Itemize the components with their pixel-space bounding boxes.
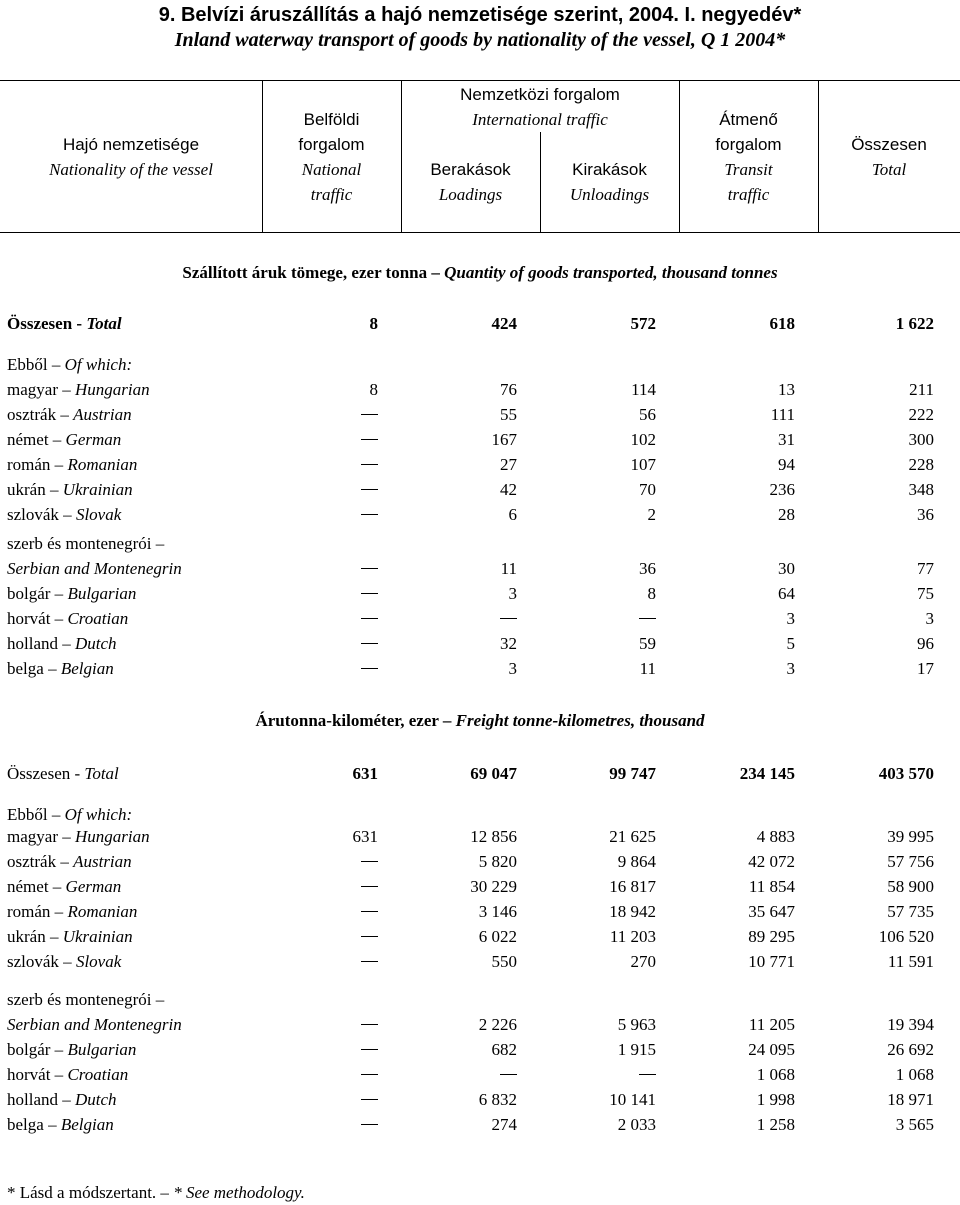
row-label-hu: osztrák – xyxy=(7,405,69,424)
row-label xyxy=(7,559,182,579)
row-label xyxy=(7,1040,136,1060)
dash-mark xyxy=(361,1074,378,1075)
table-cell: 5 820 xyxy=(478,852,517,871)
total-cell: 424 xyxy=(491,314,517,333)
section-title-en: Freight tonne-kilometres, thousand xyxy=(455,711,705,730)
table-row xyxy=(0,827,960,852)
table-cell: 1 068 xyxy=(756,1065,795,1084)
dash-mark xyxy=(361,464,378,465)
dash-cell xyxy=(361,1115,378,1135)
header-loadings-hu: Berakások xyxy=(430,160,511,179)
table-cell: 32 xyxy=(500,634,517,653)
of-which-label xyxy=(7,805,132,825)
dash-mark xyxy=(361,489,378,490)
row-label-hu: ukrán – xyxy=(7,927,59,946)
row-label-hu: holland – xyxy=(7,634,71,653)
table-cell: 6 022 xyxy=(478,927,517,946)
table-cell: 6 832 xyxy=(478,1090,517,1109)
dash-cell xyxy=(361,1040,378,1060)
header-national-en1: National xyxy=(301,160,362,179)
header-top-rule xyxy=(0,80,960,81)
row-label-hu: horvát – xyxy=(7,1065,64,1084)
total-label-en: Total xyxy=(86,314,122,333)
row-label-hu: román – xyxy=(7,902,64,921)
row-label-en: Hungarian xyxy=(74,380,150,399)
dash-mark xyxy=(361,643,378,644)
table-cell: 76 xyxy=(500,380,517,399)
total-cell: 1 622 xyxy=(895,314,934,333)
table-cell: 31 xyxy=(778,430,795,449)
row-label-en: Romanian xyxy=(67,455,138,474)
total-label-hu: Összesen - xyxy=(7,314,83,333)
header-national-hu1: Belföldi xyxy=(303,110,360,129)
table-cell: 11 854 xyxy=(748,877,795,896)
table-row xyxy=(0,877,960,902)
dash-mark xyxy=(361,514,378,515)
dash-cell xyxy=(361,852,378,872)
header-total-en: Total xyxy=(871,160,907,179)
table-cell: 19 394 xyxy=(887,1015,934,1034)
table-cell: 9 864 xyxy=(617,852,656,871)
row-label xyxy=(7,609,128,629)
table-cell: 42 072 xyxy=(748,852,795,871)
dash-mark xyxy=(361,886,378,887)
table-cell: 3 xyxy=(508,659,517,678)
row-label-en: Croatian xyxy=(67,1065,129,1084)
dash-mark xyxy=(361,668,378,669)
total-cell: 8 xyxy=(369,314,378,333)
row-label-hu: bolgár – xyxy=(7,1040,64,1059)
header-international-hu: Nemzetközi forgalom xyxy=(460,85,620,104)
dash-cell xyxy=(361,1090,378,1110)
table-cell: 94 xyxy=(778,455,795,474)
dash-cell xyxy=(361,1015,378,1035)
table-cell: 3 565 xyxy=(895,1115,934,1134)
row-label xyxy=(7,990,164,1010)
table-cell: 3 xyxy=(925,609,934,628)
table-cell: 2 226 xyxy=(478,1015,517,1034)
dash-cell xyxy=(361,455,378,475)
row-label xyxy=(7,1115,114,1135)
row-label-en: Ukrainian xyxy=(62,480,133,499)
table-cell: 236 xyxy=(769,480,795,499)
table-cell: 18 971 xyxy=(887,1090,934,1109)
dash-cell xyxy=(361,430,378,450)
section-title-hu: Árutonna-kilométer, ezer – xyxy=(255,711,452,730)
table-row xyxy=(0,634,960,659)
table-row xyxy=(0,1015,960,1040)
table-cell: 550 xyxy=(491,952,517,971)
row-label-hu: horvát – xyxy=(7,609,64,628)
header-nationality-hu: Hajó nemzetisége xyxy=(62,135,200,154)
row-label-en: Serbian and Montenegrin xyxy=(7,1015,182,1034)
table-cell: 36 xyxy=(917,505,934,524)
table-cell: 77 xyxy=(917,559,934,578)
table-row xyxy=(0,480,960,505)
table-cell: 30 229 xyxy=(470,877,517,896)
row-label-hu: német – xyxy=(7,877,62,896)
table-cell: 16 817 xyxy=(609,877,656,896)
table-cell: 11 591 xyxy=(887,952,934,971)
dash-mark xyxy=(361,936,378,937)
table-cell: 106 520 xyxy=(878,927,934,946)
dash-cell xyxy=(361,609,378,629)
dash-cell xyxy=(361,1065,378,1085)
row-label xyxy=(7,405,132,425)
header-international xyxy=(401,82,679,132)
row-label xyxy=(7,827,150,847)
row-label-en: Austrian xyxy=(73,852,132,871)
row-label-en: Romanian xyxy=(67,902,138,921)
total-row xyxy=(0,314,960,339)
table-cell: 27 xyxy=(500,455,517,474)
dash-cell xyxy=(361,659,378,679)
row-label-hu: holland – xyxy=(7,1090,71,1109)
dash-cell xyxy=(361,902,378,922)
row-label-en: Bulgarian xyxy=(67,1040,137,1059)
row-label-hu: szlovák – xyxy=(7,952,72,971)
table-row xyxy=(0,609,960,634)
header-unloadings-en: Unloadings xyxy=(569,185,650,204)
header-unloadings xyxy=(540,157,679,207)
section-title-tonne-km xyxy=(0,711,960,731)
table-cell: 21 625 xyxy=(609,827,656,846)
table-cell: 36 xyxy=(639,559,656,578)
table-row xyxy=(0,505,960,530)
table-cell: 28 xyxy=(778,505,795,524)
dash-cell xyxy=(361,634,378,654)
row-label xyxy=(7,927,133,947)
row-label-en: Austrian xyxy=(73,405,132,424)
dash-cell xyxy=(361,405,378,425)
table-cell: 3 146 xyxy=(478,902,517,921)
table-cell: 56 xyxy=(639,405,656,424)
dash-mark xyxy=(639,618,656,619)
table-cell: 58 900 xyxy=(887,877,934,896)
total-cell: 572 xyxy=(630,314,656,333)
header-loadings-en: Loadings xyxy=(438,185,503,204)
of-which-en: Of which: xyxy=(64,355,133,374)
row-label-hu: belga – xyxy=(7,659,57,678)
table-cell: 30 xyxy=(778,559,795,578)
row-label xyxy=(7,455,137,475)
row-label-en: Croatian xyxy=(67,609,129,628)
header-transit-hu1: Átmenő xyxy=(719,110,778,129)
row-label xyxy=(7,480,133,500)
row-label-en: Hungarian xyxy=(74,827,150,846)
row-label xyxy=(7,430,121,450)
header-total-hu: Összesen xyxy=(851,135,927,154)
row-label xyxy=(7,952,121,972)
table-cell: 17 xyxy=(917,659,934,678)
table-row xyxy=(0,559,960,584)
total-cell: 99 747 xyxy=(609,764,656,783)
total-label xyxy=(7,314,122,334)
dash-cell xyxy=(361,505,378,525)
dash-cell xyxy=(639,1065,656,1085)
table-cell: 8 xyxy=(647,584,656,603)
dash-mark xyxy=(361,961,378,962)
row-label-hu: bolgár – xyxy=(7,584,64,603)
table-cell: 70 xyxy=(639,480,656,499)
table-row xyxy=(0,1065,960,1090)
page-subtitle: Inland waterway transport of goods by nationality of the vessel, Q 1 2004* xyxy=(174,29,786,51)
table-cell: 348 xyxy=(908,480,934,499)
dash-cell xyxy=(361,559,378,579)
row-label xyxy=(7,1065,128,1085)
row-label-en: Bulgarian xyxy=(67,584,137,603)
table-row xyxy=(0,430,960,455)
row-label xyxy=(7,584,136,604)
table-cell: 10 141 xyxy=(609,1090,656,1109)
header-nationality-en: Nationality of the vessel xyxy=(49,160,213,179)
dash-mark xyxy=(500,618,517,619)
dash-cell xyxy=(500,1065,517,1085)
table-cell: 13 xyxy=(778,380,795,399)
header-international-en: International traffic xyxy=(472,110,608,129)
table-row xyxy=(0,405,960,430)
table-cell: 10 771 xyxy=(748,952,795,971)
table-cell: 114 xyxy=(631,380,656,399)
table-cell: 3 xyxy=(786,609,795,628)
row-label-en: Belgian xyxy=(60,1115,114,1134)
dash-cell xyxy=(361,480,378,500)
table-cell: 35 647 xyxy=(748,902,795,921)
section-title-en: Quantity of goods transported, thousand tonnes xyxy=(444,263,778,282)
table-cell: 107 xyxy=(630,455,656,474)
table-cell: 57 735 xyxy=(887,902,934,921)
table-row xyxy=(0,1115,960,1140)
dash-mark xyxy=(361,1024,378,1025)
table-cell: 24 095 xyxy=(748,1040,795,1059)
dash-cell xyxy=(361,927,378,947)
total-label-hu: Összesen - xyxy=(7,764,81,783)
row-label xyxy=(7,1090,117,1110)
row-label-en: German xyxy=(65,430,122,449)
table-cell: 75 xyxy=(917,584,934,603)
dash-mark xyxy=(361,911,378,912)
row-label xyxy=(7,534,164,554)
dash-mark xyxy=(361,414,378,415)
table-cell: 18 942 xyxy=(609,902,656,921)
table-cell: 39 995 xyxy=(887,827,934,846)
table-cell: 228 xyxy=(908,455,934,474)
row-label xyxy=(7,902,137,922)
dash-cell xyxy=(361,584,378,604)
row-label-en: Slovak xyxy=(75,952,122,971)
table-cell: 8 xyxy=(369,380,378,399)
dash-mark xyxy=(361,1049,378,1050)
table-row xyxy=(0,1090,960,1115)
table-cell: 270 xyxy=(630,952,656,971)
of-which-en: Of which: xyxy=(64,805,133,824)
dash-cell xyxy=(500,609,517,629)
table-cell: 2 033 xyxy=(617,1115,656,1134)
table-cell: 1 068 xyxy=(895,1065,934,1084)
table-cell: 11 203 xyxy=(609,927,656,946)
table-cell: 102 xyxy=(630,430,656,449)
table-cell: 167 xyxy=(491,430,517,449)
of-which-hu: Ebből – xyxy=(7,355,61,374)
table-cell: 682 xyxy=(491,1040,517,1059)
header-transit-en2: traffic xyxy=(727,185,770,204)
row-label xyxy=(7,1015,182,1035)
header-national-en2: traffic xyxy=(310,185,353,204)
table-cell: 89 295 xyxy=(748,927,795,946)
header-transit-hu2: forgalom xyxy=(715,135,782,154)
table-cell: 2 xyxy=(647,505,656,524)
total-cell: 69 047 xyxy=(470,764,517,783)
dash-mark xyxy=(361,1124,378,1125)
row-label-en: Dutch xyxy=(75,1090,117,1109)
row-label-hu: német – xyxy=(7,430,62,449)
section-title-hu: Szállított áruk tömege, ezer tonna – xyxy=(182,263,440,282)
row-label-hu: szerb és montenegrói – xyxy=(7,990,165,1009)
total-cell: 631 xyxy=(352,764,378,783)
header-national xyxy=(262,107,401,207)
dash-cell xyxy=(361,952,378,972)
row-label-hu: belga – xyxy=(7,1115,57,1134)
row-label xyxy=(7,877,121,897)
table-cell: 631 xyxy=(352,827,378,846)
header-bottom-rule xyxy=(0,232,960,233)
total-label xyxy=(7,764,119,784)
total-cell: 234 145 xyxy=(739,764,795,783)
table-cell: 57 756 xyxy=(887,852,934,871)
table-cell: 5 xyxy=(786,634,795,653)
header-transit xyxy=(679,107,818,207)
table-cell: 64 xyxy=(778,584,795,603)
table-row xyxy=(0,852,960,877)
table-cell: 96 xyxy=(917,634,934,653)
row-label-hu: magyar – xyxy=(7,380,71,399)
footnote xyxy=(7,1183,305,1203)
header-nationality xyxy=(0,132,262,182)
table-cell: 11 205 xyxy=(748,1015,795,1034)
row-label-en: German xyxy=(65,877,122,896)
table-cell: 211 xyxy=(909,380,934,399)
table-row xyxy=(0,902,960,927)
total-row xyxy=(0,764,960,789)
dash-mark xyxy=(500,1074,517,1075)
table-cell: 1 258 xyxy=(756,1115,795,1134)
dash-cell xyxy=(361,877,378,897)
footnote-en: * See methodology. xyxy=(173,1183,305,1202)
row-label-en: Serbian and Montenegrin xyxy=(7,559,182,578)
total-cell: 403 570 xyxy=(878,764,934,783)
table-row xyxy=(0,952,960,977)
dash-mark xyxy=(361,568,378,569)
table-cell: 3 xyxy=(786,659,795,678)
dash-mark xyxy=(639,1074,656,1075)
row-label-en: Ukrainian xyxy=(62,927,133,946)
of-which-label xyxy=(7,355,132,375)
header-transit-en1: Transit xyxy=(724,160,773,179)
table-cell: 26 692 xyxy=(887,1040,934,1059)
dash-mark xyxy=(361,618,378,619)
dash-mark xyxy=(361,861,378,862)
row-label-hu: szerb és montenegrói – xyxy=(7,534,165,553)
row-label xyxy=(7,634,117,654)
table-cell: 12 856 xyxy=(470,827,517,846)
table-cell: 222 xyxy=(908,405,934,424)
table-cell: 6 xyxy=(508,505,517,524)
table-row xyxy=(0,1040,960,1065)
table-row xyxy=(0,534,960,559)
table-row xyxy=(0,659,960,684)
header-national-hu2: forgalom xyxy=(298,135,365,154)
row-label-en: Slovak xyxy=(75,505,122,524)
dash-mark xyxy=(361,1099,378,1100)
row-label-hu: ukrán – xyxy=(7,480,59,499)
table-cell: 274 xyxy=(491,1115,517,1134)
table-cell: 55 xyxy=(500,405,517,424)
table-cell: 4 883 xyxy=(756,827,795,846)
dash-cell xyxy=(639,609,656,629)
table-cell: 5 963 xyxy=(617,1015,656,1034)
table-cell: 1 915 xyxy=(617,1040,656,1059)
table-cell: 300 xyxy=(908,430,934,449)
row-label-en: Dutch xyxy=(75,634,117,653)
of-which-row xyxy=(0,355,960,380)
table-row xyxy=(0,990,960,1015)
table-cell: 11 xyxy=(639,659,656,678)
total-cell: 618 xyxy=(769,314,795,333)
section-title-quantity xyxy=(0,263,960,283)
header-unloadings-hu: Kirakások xyxy=(572,160,647,179)
table-cell: 111 xyxy=(770,405,795,424)
dash-mark xyxy=(361,439,378,440)
total-label-en: Total xyxy=(84,764,119,783)
row-label-hu: szlovák – xyxy=(7,505,72,524)
header-loadings xyxy=(401,157,540,207)
table-cell: 42 xyxy=(500,480,517,499)
row-label-hu: magyar – xyxy=(7,827,71,846)
row-label-en: Belgian xyxy=(60,659,114,678)
header-total xyxy=(818,132,960,182)
table-cell: 59 xyxy=(639,634,656,653)
row-label-hu: osztrák – xyxy=(7,852,69,871)
table-cell: 11 xyxy=(500,559,517,578)
row-label xyxy=(7,659,114,679)
table-row xyxy=(0,380,960,405)
row-label xyxy=(7,505,121,525)
page-title: 9. Belvízi áruszállítás a hajó nemzetisége szerint, 2004. I. negyedév* xyxy=(158,4,802,26)
table-cell: 3 xyxy=(508,584,517,603)
row-label xyxy=(7,380,150,400)
dash-mark xyxy=(361,593,378,594)
footnote-hu: * Lásd a módszertant. – xyxy=(7,1183,169,1202)
row-label-hu: román – xyxy=(7,455,64,474)
table-row xyxy=(0,455,960,480)
table-row xyxy=(0,927,960,952)
row-label xyxy=(7,852,132,872)
of-which-hu: Ebből – xyxy=(7,805,61,824)
table-row xyxy=(0,584,960,609)
table-cell: 1 998 xyxy=(756,1090,795,1109)
